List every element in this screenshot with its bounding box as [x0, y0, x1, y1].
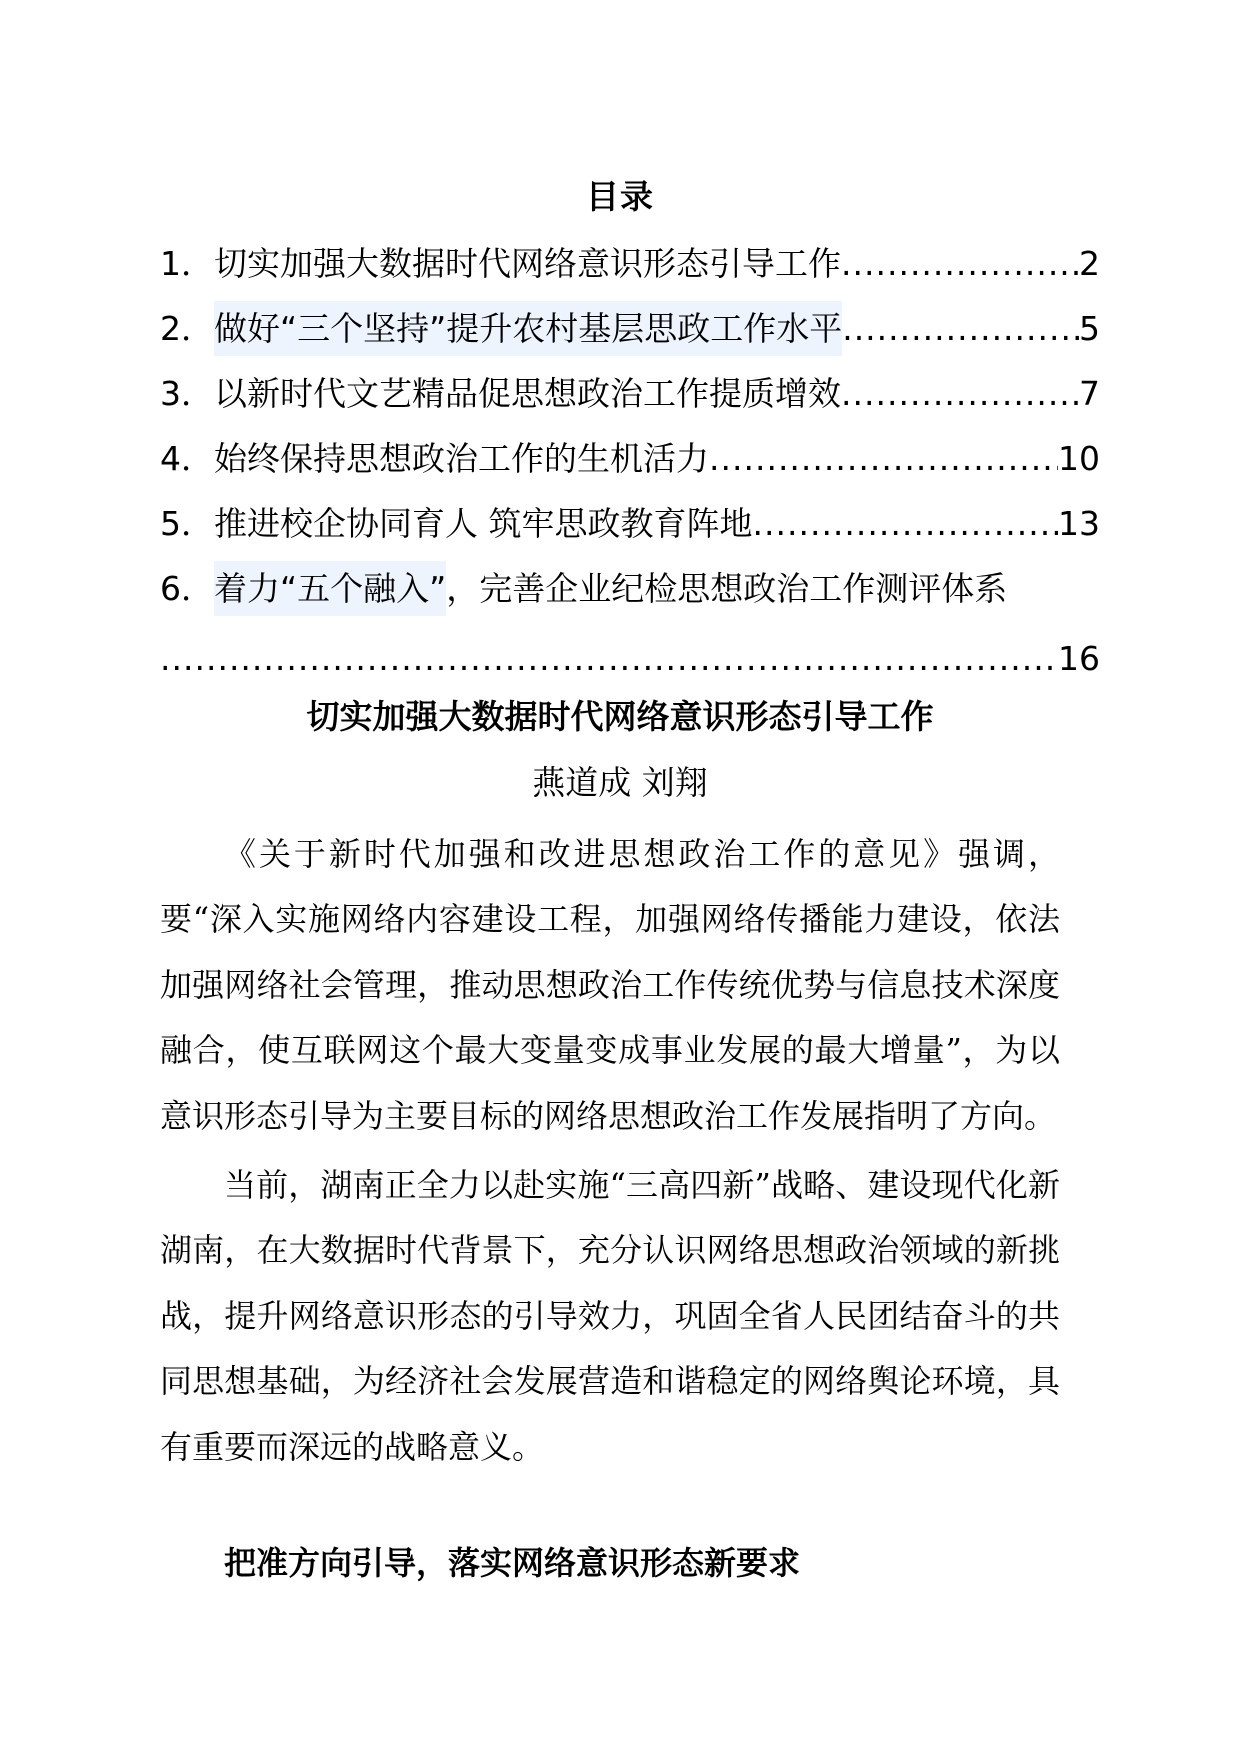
toc-item-text: 切实加强大数据时代网络意识形态引导工作 — [214, 244, 841, 283]
toc-leader-dots — [841, 236, 1079, 291]
article-authors: 燕道成 刘翔 — [532, 763, 708, 802]
article-body — [160, 822, 1060, 1480]
paragraph: 当前，湖南正全力以赴实施“三高四新”战略、建设现代化新湖南，在大数据时代背景下，充分认识网络思想政治领域的新挑战，提升网络意识形态的引导效力，巩固全省人民团结奋斗的共同思想基础，为经济社会发展营造和谐稳定的网络舆论环境，具有重要而深远的战略意义。 — [160, 1166, 1060, 1466]
toc-item[interactable] — [160, 561, 1100, 691]
toc-leader-dots — [753, 496, 1059, 551]
toc-title: 目录 — [586, 177, 654, 216]
toc-item-page: 5 — [1079, 309, 1100, 348]
toc-item-text: 以新时代文艺精品促思想政治工作提质增效 — [214, 374, 841, 413]
toc-item[interactable] — [160, 301, 1100, 366]
article-title: 切实加强大数据时代网络意识形态引导工作 — [306, 697, 934, 736]
toc-item[interactable] — [160, 366, 1100, 431]
toc-item-page: 7 — [1079, 374, 1100, 413]
toc-item-page: 16 — [1058, 639, 1100, 678]
paragraph: 《关于新时代加强和改进思想政治工作的意见》强调，要“深入实施网络内容建设工程，加强网络传播能力建设，依法加强网络社会管理，推动思想政治工作传统优势与信息技术深度融合，使互联网这个最大变量变成事业发展的最大增量”，为以意识形态引导为主要目标的网络思想政治工作发展指明了方向。 — [160, 835, 1060, 1135]
toc-item-text-continued: ，完善企业纪检思想政治工作测评体系 — [446, 569, 1008, 608]
toc-item-page: 13 — [1058, 504, 1100, 543]
section-heading: 把准方向引导，落实网络意识形态新要求 — [224, 1544, 801, 1582]
toc-item-continuation — [160, 621, 1100, 686]
toc-item-number: 6． — [160, 569, 214, 608]
toc-leader-dots — [709, 431, 1058, 486]
toc-leader-dots — [160, 621, 1058, 696]
toc-item[interactable] — [160, 236, 1100, 301]
toc-item-page: 2 — [1079, 244, 1100, 283]
toc-item[interactable] — [160, 496, 1100, 561]
toc-item-number: 5． — [160, 504, 214, 543]
toc-item-text: 做好“三个坚持”提升农村基层思政工作水平 — [214, 301, 842, 356]
toc-leader-dots — [842, 301, 1079, 356]
toc-item-page: 10 — [1058, 439, 1100, 478]
toc-item-number: 4． — [160, 439, 214, 478]
table-of-contents — [160, 236, 1100, 691]
toc-item-text: 着力“五个融入” — [214, 561, 446, 616]
toc-item-number: 2． — [160, 309, 214, 348]
toc-item-number: 3． — [160, 374, 214, 413]
toc-item[interactable] — [160, 431, 1100, 496]
toc-item-number: 1． — [160, 244, 214, 283]
toc-item-text: 始终保持思想政治工作的生机活力 — [214, 439, 709, 478]
toc-leader-dots — [841, 366, 1079, 421]
toc-item-text: 推进校企协同育人 筑牢思政教育阵地 — [214, 504, 753, 543]
